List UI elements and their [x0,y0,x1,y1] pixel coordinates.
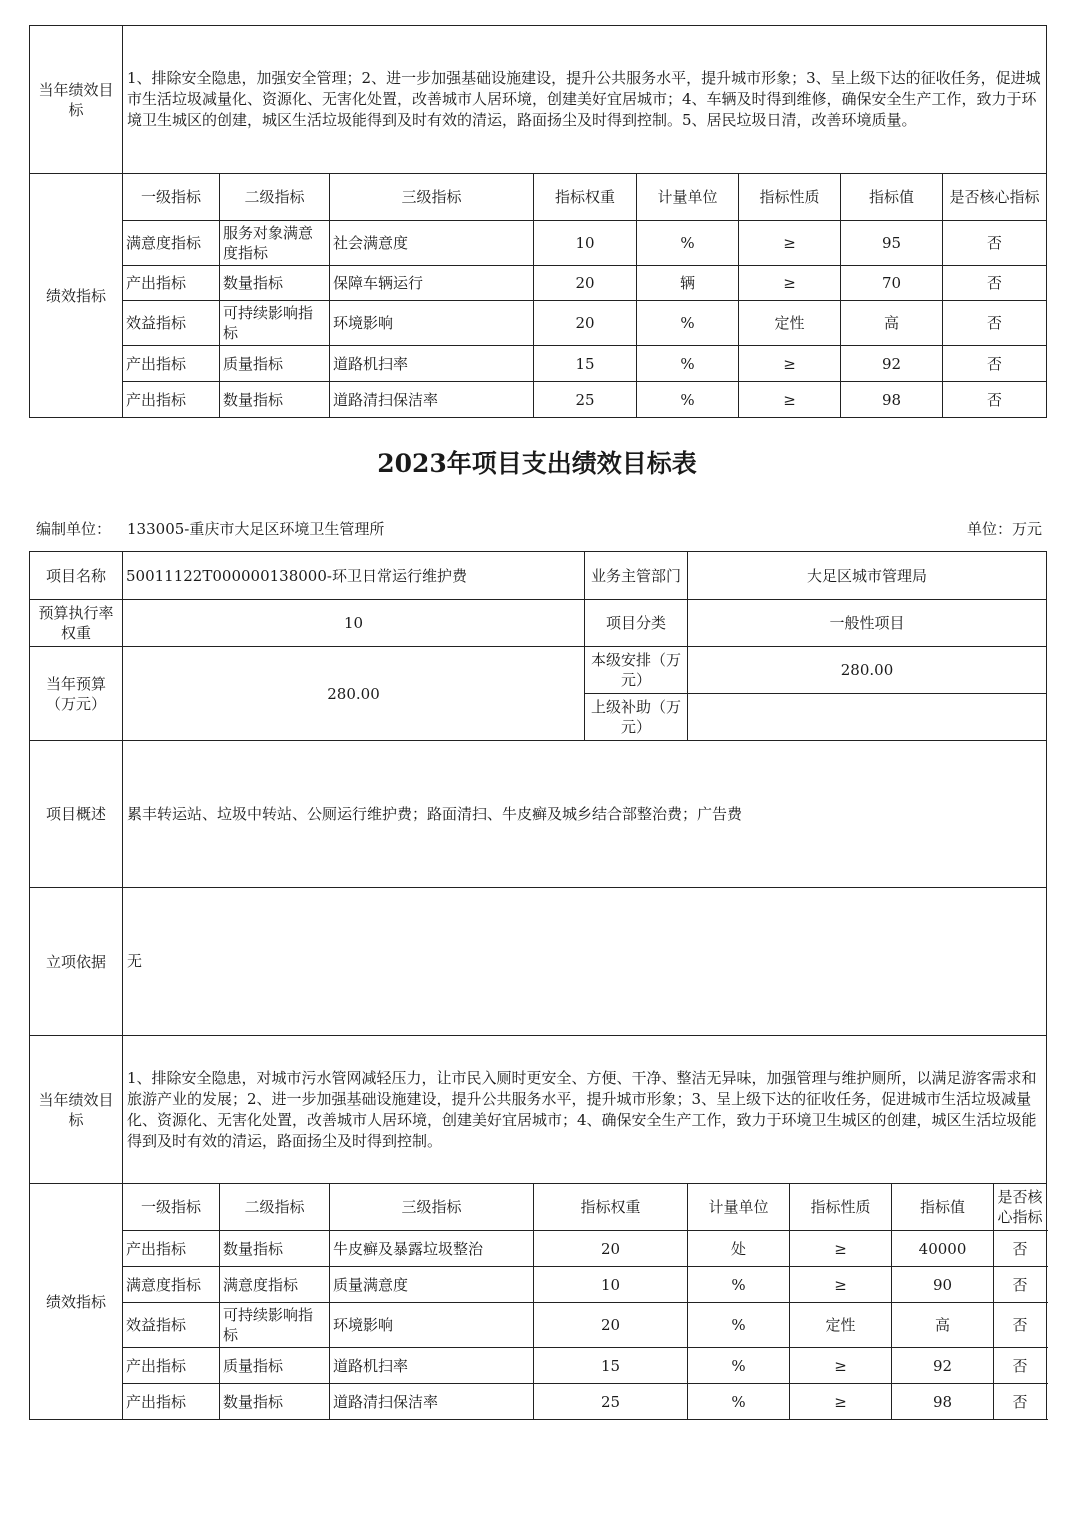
cell-unit: % [688,1348,790,1384]
table-row [30,1231,1047,1267]
cell-level1: 效益指标 [123,301,220,346]
local-funding-label: 本级安排（万元） [585,647,688,694]
header-level3: 三级指标 [330,174,534,221]
cell-nature: ≥ [739,221,841,266]
compiling-unit-label: 编制单位： [36,520,112,538]
budget-label: 当年预算（万元） [30,647,123,741]
cell-nature: ≥ [739,346,841,382]
cell-unit: % [688,1267,790,1303]
cell-weight: 10 [534,1267,688,1303]
goal-text: 1、排除安全隐患，加强安全管理；2、进一步加强基础设施建设，提升公共服务水平，提升城市形象；3、呈上级下达的征收任务，促进城市生活垃圾减量化、资源化、无害化处置，改善城市人居环境，创建美好宜居城市；4、车辆及时得到维修，确保安全生产工作，致力于环境卫生城区的创建，城区生活垃圾能得到及时有效的清运，路面扬尘及时得到控制。5、居民垃圾日清，改善环境质量。 [123,26,1047,174]
cell-level2: 满意度指标 [220,1267,330,1303]
header-level2: 二级指标 [220,1184,330,1231]
basis-label: 立项依据 [30,888,123,1036]
cell-value: 92 [841,346,943,382]
cell-value: 70 [841,266,943,301]
header-weight: 指标权重 [534,1184,688,1231]
header-core: 是否核心指标 [943,174,1047,221]
cell-unit: 处 [688,1231,790,1267]
cell-level3: 牛皮癣及暴露垃圾整治 [330,1231,534,1267]
performance-table-previous [29,25,1047,418]
budget-value: 280.00 [123,647,585,741]
goal-label: 当年绩效目标 [30,1036,123,1184]
cell-level3: 质量满意度 [330,1267,534,1303]
cell-core: 否 [943,382,1047,418]
superior-subsidy-label: 上级补助（万元） [585,694,688,741]
cell-weight: 15 [534,1348,688,1384]
cell-nature: ≥ [790,1348,892,1384]
table-row [30,346,1047,382]
cell-unit: % [637,301,739,346]
compiling-unit-value: 133005-重庆市大足区环境卫生管理所 [127,520,385,538]
cell-level1: 产出指标 [123,1384,220,1420]
cell-value: 92 [892,1348,994,1384]
cell-core: 否 [994,1384,1047,1420]
cell-level2: 数量指标 [220,266,330,301]
cell-weight: 15 [534,346,637,382]
cell-level3: 保障车辆运行 [330,266,534,301]
cell-level1: 产出指标 [123,1231,220,1267]
cell-level3: 环境影响 [330,1303,534,1348]
cell-level1: 产出指标 [123,1348,220,1384]
cell-unit: 辆 [637,266,739,301]
table-row [30,301,1047,346]
cell-core: 否 [943,346,1047,382]
cell-unit: % [637,221,739,266]
category-label: 项目分类 [585,600,688,647]
compiling-unit [36,518,384,539]
basis-value: 无 [123,888,1047,1036]
cell-value: 40000 [892,1231,994,1267]
cell-value: 90 [892,1267,994,1303]
table-row [30,1384,1047,1420]
table-row [30,1303,1047,1348]
header-level1: 一级指标 [123,1184,220,1231]
cell-level2: 数量指标 [220,1384,330,1420]
header-level2: 二级指标 [220,174,330,221]
local-funding-value: 280.00 [688,647,1047,694]
cell-core: 否 [994,1303,1047,1348]
cell-weight: 10 [534,221,637,266]
project-name-value: 50011122T000000138000-环卫日常运行维护费 [123,552,585,600]
page-title: 2023年项目支出绩效目标表 [377,449,697,478]
cell-level2: 质量指标 [220,1348,330,1384]
header-nature: 指标性质 [739,174,841,221]
cell-level1: 效益指标 [123,1303,220,1348]
cell-nature: 定性 [739,301,841,346]
cell-nature: ≥ [739,382,841,418]
cell-core: 否 [994,1267,1047,1303]
cell-level2: 数量指标 [220,382,330,418]
cell-core: 否 [994,1348,1047,1384]
cell-core: 否 [943,266,1047,301]
cell-nature: ≥ [790,1267,892,1303]
cell-core: 否 [943,301,1047,346]
table-row [30,1267,1047,1303]
header-core: 是否核心指标 [994,1184,1047,1231]
cell-unit: % [688,1303,790,1348]
cell-level3: 道路机扫率 [330,1348,534,1384]
department-label: 业务主管部门 [585,552,688,600]
cell-level1: 满意度指标 [123,1267,220,1303]
indicator-label: 绩效指标 [30,174,123,418]
indicator-label: 绩效指标 [30,1184,123,1420]
header-weight: 指标权重 [534,174,637,221]
cell-level3: 社会满意度 [330,221,534,266]
header-unit: 计量单位 [688,1184,790,1231]
table-row [30,1348,1047,1384]
currency-unit: 单位：万元 [966,520,1042,538]
cell-value: 高 [841,301,943,346]
table-row [30,221,1047,266]
execution-rate-label: 预算执行率权重 [30,600,123,647]
cell-level1: 产出指标 [123,266,220,301]
cell-value: 95 [841,221,943,266]
overview-value: 累丰转运站、垃圾中转站、公厕运行维护费；路面清扫、牛皮癣及城乡结合部整治费；广告费 [123,741,1047,888]
cell-core: 否 [994,1231,1047,1267]
header-level1: 一级指标 [123,174,220,221]
overview-label: 项目概述 [30,741,123,888]
header-nature: 指标性质 [790,1184,892,1231]
cell-weight: 25 [534,382,637,418]
cell-level3: 道路机扫率 [330,346,534,382]
cell-weight: 25 [534,1384,688,1420]
cell-level2: 服务对象满意度指标 [220,221,330,266]
cell-level2: 可持续影响指标 [220,1303,330,1348]
cell-unit: % [688,1384,790,1420]
cell-level2: 数量指标 [220,1231,330,1267]
cell-level1: 产出指标 [123,346,220,382]
cell-weight: 20 [534,301,637,346]
project-name-label: 项目名称 [30,552,123,600]
header-value: 指标值 [892,1184,994,1231]
cell-level3: 道路清扫保洁率 [330,1384,534,1420]
superior-subsidy-value [688,694,1047,741]
header-value: 指标值 [841,174,943,221]
cell-core: 否 [943,221,1047,266]
cell-level3: 道路清扫保洁率 [330,382,534,418]
goal-text: 1、排除安全隐患，对城市污水管网减轻压力，让市民入厕时更安全、方便、干净、整洁无异味，加强管理与维护厕所，以满足游客需求和旅游产业的发展；2、进一步加强基础设施建设，提升公共服务水平，提升城市形象；3、呈上级下达的征收任务，促进城市生活垃圾减量化、资源化、无害化处置，改善城市人居环境，创建美好宜居城市；4、确保安全生产工作，致力于环境卫生城区的创建，城区生活垃圾能得到及时有效的清运，路面扬尘及时得到控制。 [123,1036,1047,1184]
cell-unit: % [637,346,739,382]
cell-nature: ≥ [790,1384,892,1420]
category-value: 一般性项目 [688,600,1047,647]
cell-unit: % [637,382,739,418]
cell-value: 98 [892,1384,994,1420]
cell-weight: 20 [534,266,637,301]
performance-table-project [29,551,1047,1420]
cell-value: 高 [892,1303,994,1348]
table-row [30,382,1047,418]
header-unit: 计量单位 [637,174,739,221]
table-row [30,266,1047,301]
cell-level1: 满意度指标 [123,221,220,266]
cell-nature: 定性 [790,1303,892,1348]
cell-value: 98 [841,382,943,418]
cell-nature: ≥ [739,266,841,301]
goal-label: 当年绩效目标 [30,26,123,174]
cell-weight: 20 [534,1231,688,1267]
cell-level2: 质量指标 [220,346,330,382]
cell-level2: 可持续影响指标 [220,301,330,346]
cell-weight: 20 [534,1303,688,1348]
header-level3: 三级指标 [330,1184,534,1231]
cell-level1: 产出指标 [123,382,220,418]
cell-level3: 环境影响 [330,301,534,346]
execution-rate-value: 10 [123,600,585,647]
department-value: 大足区城市管理局 [688,552,1047,600]
cell-nature: ≥ [790,1231,892,1267]
